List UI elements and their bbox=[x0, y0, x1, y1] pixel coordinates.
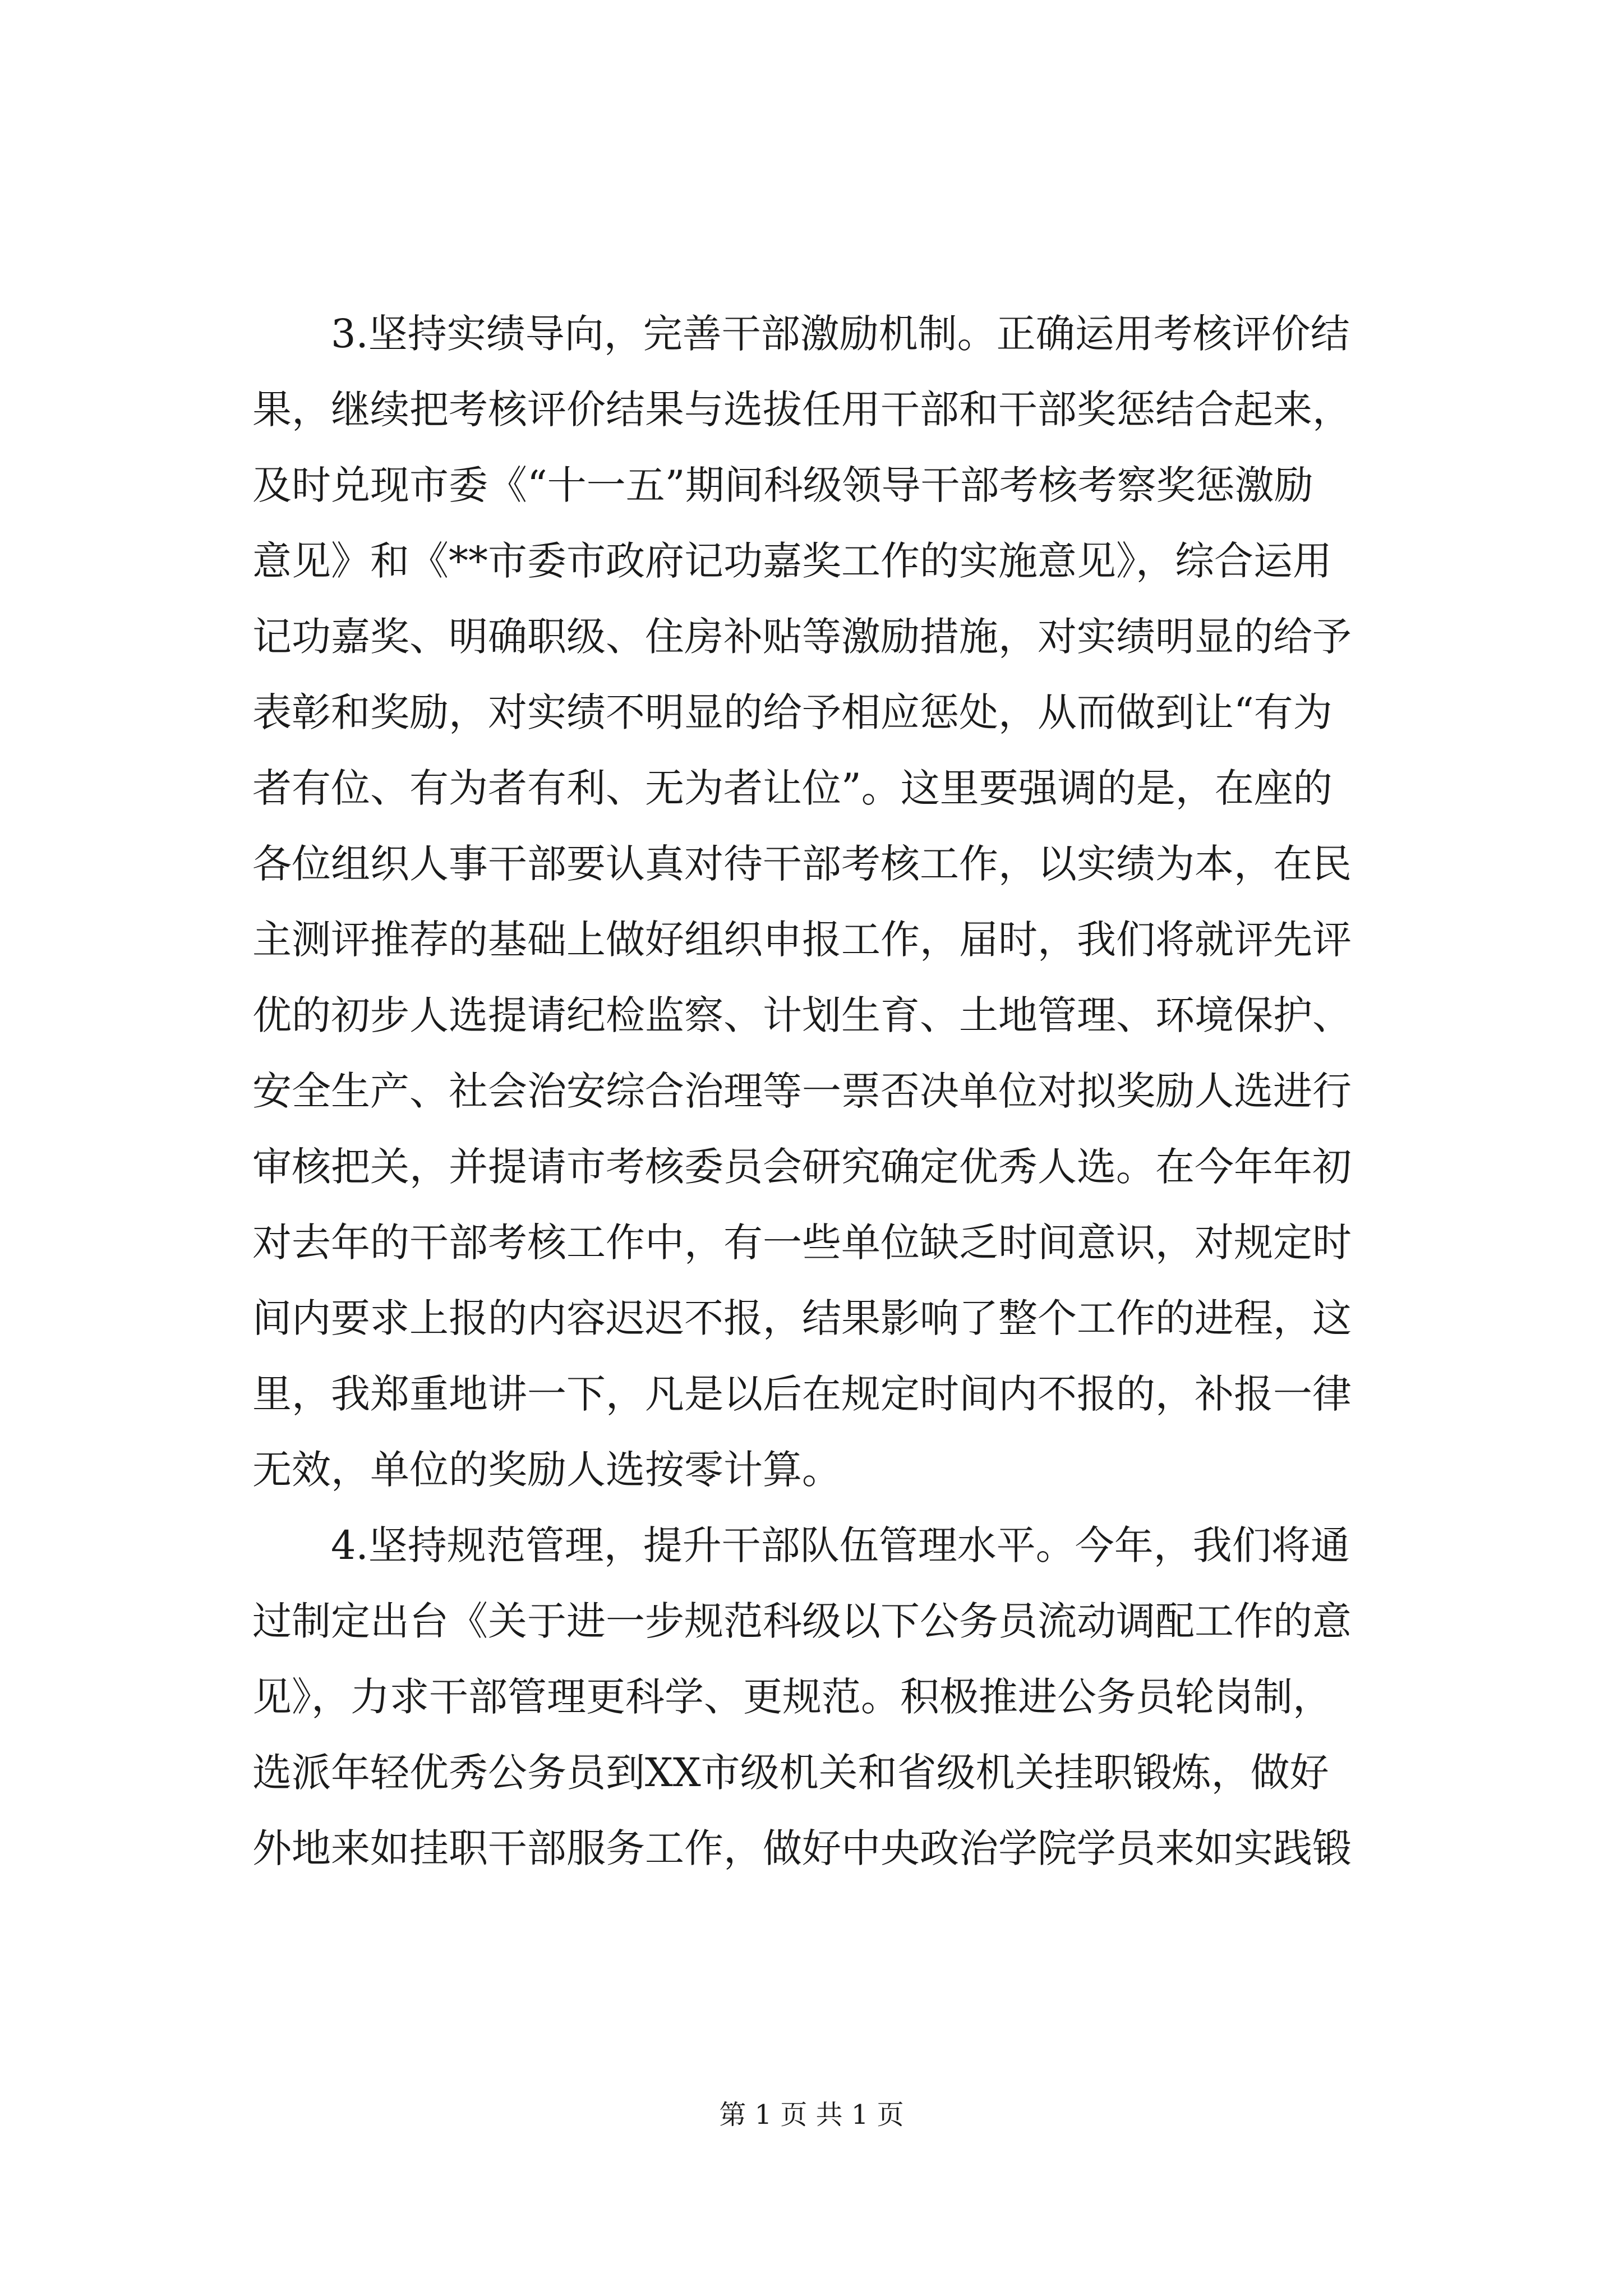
body-line-2: 果，继续把考核评价结果与选拔任用干部和干部奖惩结合起来， bbox=[252, 386, 1352, 432]
body-line-18: 过制定出台《关于进一步规范科级以下公务员流动调配工作的意 bbox=[252, 1598, 1352, 1644]
body-line-13: 对去年的干部考核工作中，有一些单位缺乏时间意识，对规定时 bbox=[252, 1220, 1352, 1266]
body-line-12: 审核把关，并提请市考核委员会研究确定优秀人选。在今年年初 bbox=[252, 1144, 1352, 1190]
body-line-1: 3.坚持实绩导向，完善干部激励机制。正确运用考核评价结 bbox=[252, 311, 1350, 357]
body-line-20: 选派年轻优秀公务员到XX市级机关和省级机关挂职锻炼，做好 bbox=[252, 1750, 1329, 1796]
body-line-9: 主测评推荐的基础上做好组织申报工作，届时，我们将就评先评 bbox=[252, 917, 1352, 963]
body-line-19: 见》，力求干部管理更科学、更规范。积极推进公务员轮岗制， bbox=[252, 1674, 1332, 1720]
body-line-4: 意见》和《**市委市政府记功嘉奖工作的实施意见》，综合运用 bbox=[252, 538, 1332, 584]
body-line-15: 里，我郑重地讲一下，凡是以后在规定时间内不报的，补报一律 bbox=[252, 1371, 1352, 1417]
body-line-8: 各位组织人事干部要认真对待干部考核工作，以实绩为本，在民 bbox=[252, 841, 1352, 887]
body-line-6: 表彰和奖励，对实绩不明显的给予相应惩处，从而做到让“有为 bbox=[252, 689, 1332, 735]
body-line-7: 者有位、有为者有利、无为者让位”。这里要强调的是，在座的 bbox=[252, 765, 1332, 811]
body-line-14: 间内要求上报的内容迟迟不报，结果影响了整个工作的进程，这 bbox=[252, 1295, 1352, 1341]
page-footer: 第 1 页 共 1 页 bbox=[719, 2099, 904, 2131]
body-line-11: 安全生产、社会治安综合治理等一票否决单位对拟奖励人选进行 bbox=[252, 1068, 1352, 1114]
body-line-16: 无效，单位的奖励人选按零计算。 bbox=[252, 1447, 841, 1493]
body-line-17: 4.坚持规范管理，提升干部队伍管理水平。今年，我们将通 bbox=[252, 1522, 1350, 1568]
body-line-21: 外地来如挂职干部服务工作，做好中央政治学院学员来如实践锻 bbox=[252, 1825, 1352, 1871]
body-line-3: 及时兑现市委《“十一五”期间科级领导干部考核考察奖惩激励 bbox=[252, 462, 1313, 508]
body-line-5: 记功嘉奖、明确职级、住房补贴等激励措施，对实绩明显的给予 bbox=[252, 614, 1352, 660]
body-line-10: 优的初步人选提请纪检监察、计划生育、土地管理、环境保护、 bbox=[252, 992, 1352, 1038]
